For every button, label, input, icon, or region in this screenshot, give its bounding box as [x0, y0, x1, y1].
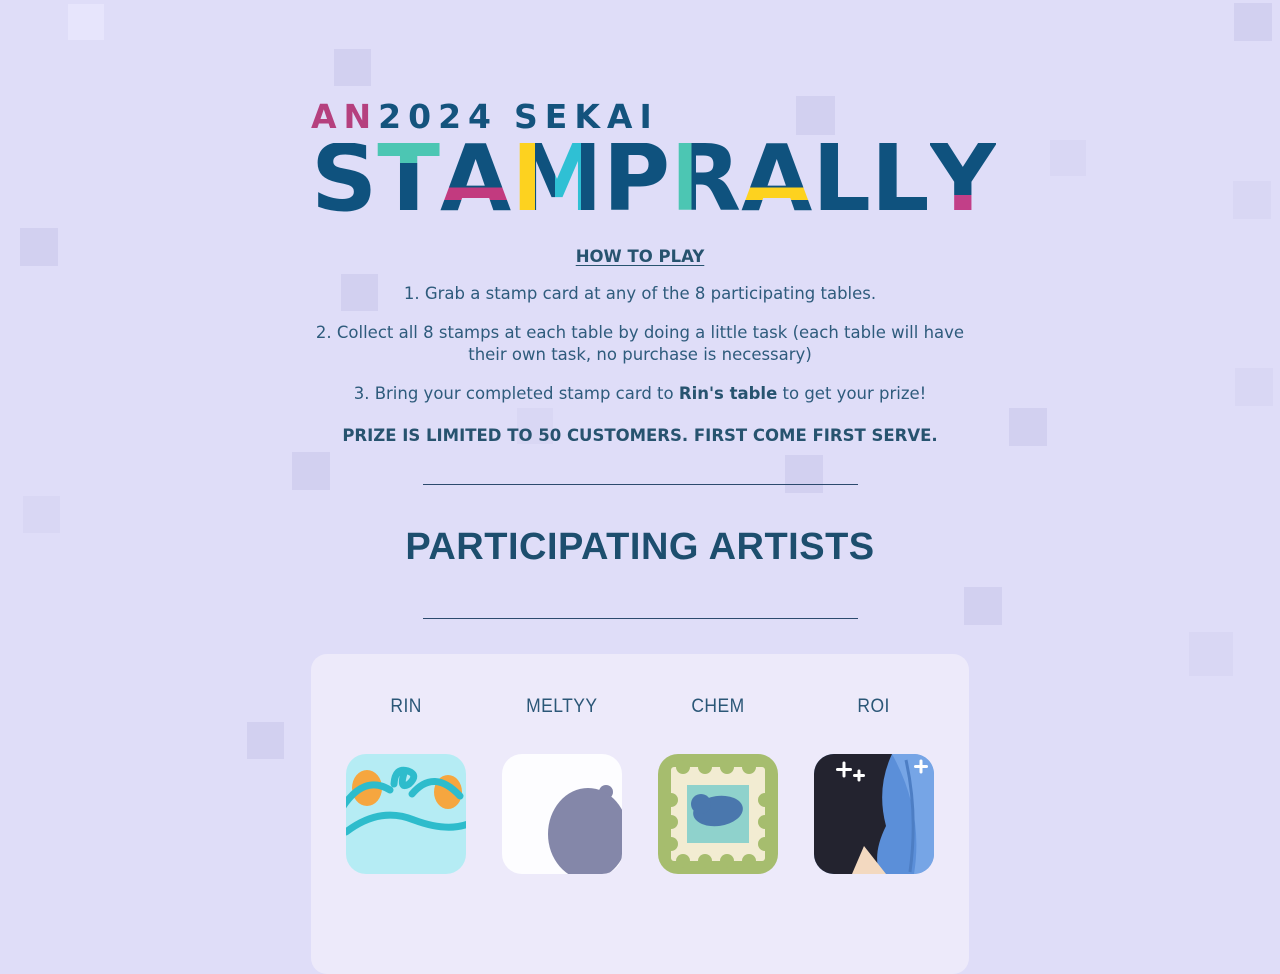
logo-letter-s: S	[311, 125, 378, 232]
logo-letter-l2: L	[870, 125, 930, 232]
prize-note: PRIZE IS LIMITED TO 50 CUSTOMERS. FIRST COME FIRST SERVE.	[342, 426, 938, 445]
logo-year: 2024	[378, 97, 499, 136]
artist-avatar-meltyy	[502, 754, 622, 874]
logo-letter-t: T	[377, 125, 441, 232]
divider-bottom	[423, 618, 858, 619]
artist-avatar-rin	[346, 754, 466, 874]
decor-square	[68, 4, 104, 40]
logo-letter-p: P	[602, 125, 671, 232]
step-3-text: 3. Bring your completed stamp card to	[353, 384, 679, 403]
decor-square	[1234, 3, 1272, 41]
participating-artists-heading: PARTICIPATING ARTISTS	[405, 526, 875, 568]
artist-avatar-roi	[814, 754, 934, 874]
artists-row	[346, 697, 934, 874]
main-column	[311, 0, 997, 974]
decor-square	[247, 722, 284, 759]
logo-letter-m: M	[511, 125, 603, 232]
decor-square	[964, 587, 1002, 625]
logo-wordmark	[311, 125, 997, 232]
logo-letter-r: R	[670, 125, 742, 232]
step-3-text-end: to get your prize!	[777, 384, 927, 403]
logo-letter-a2: A	[741, 125, 813, 232]
artist-name: ROI	[857, 696, 891, 717]
artist-column-rin	[346, 697, 466, 874]
meltyy-avatar-illustration	[502, 754, 622, 874]
step-1: 1. Grab a stamp card at any of the 8 participating tables.	[403, 284, 877, 303]
step-2: 2. Collect all 8 stamps at each table by doing a little task (each table will have their own task, no purchase is necessary)	[315, 323, 965, 364]
decor-square	[1009, 408, 1047, 446]
artist-avatar-chem	[658, 754, 778, 874]
decor-square	[1235, 368, 1273, 406]
decor-square	[20, 228, 58, 266]
roi-avatar-illustration	[814, 754, 934, 874]
step-3-highlight: Rin's table	[678, 384, 778, 403]
decor-square	[1233, 181, 1271, 219]
artist-column-chem	[658, 697, 778, 874]
decor-square	[1050, 140, 1086, 176]
decor-square	[1189, 632, 1233, 676]
artists-card	[311, 654, 969, 974]
how-to-play-heading: HOW TO PLAY	[575, 247, 705, 266]
logo-prefix: AN	[311, 97, 379, 136]
chem-avatar-illustration	[658, 754, 778, 874]
artist-name: CHEM	[691, 696, 745, 717]
logo-letter-a1: A	[440, 125, 512, 232]
logo-letter-y: Y	[929, 125, 997, 232]
decor-square	[23, 496, 60, 533]
logo-letter-l1: L	[812, 125, 871, 232]
rin-avatar-illustration	[346, 754, 466, 874]
logo-sekai: SEKAI	[514, 97, 659, 136]
divider-top	[423, 484, 858, 485]
artist-name: MELTYY	[526, 696, 598, 717]
artist-column-roi	[814, 697, 934, 874]
artist-column-meltyy	[502, 697, 622, 874]
step-3	[311, 383, 969, 405]
artist-name: RIN	[390, 696, 422, 717]
